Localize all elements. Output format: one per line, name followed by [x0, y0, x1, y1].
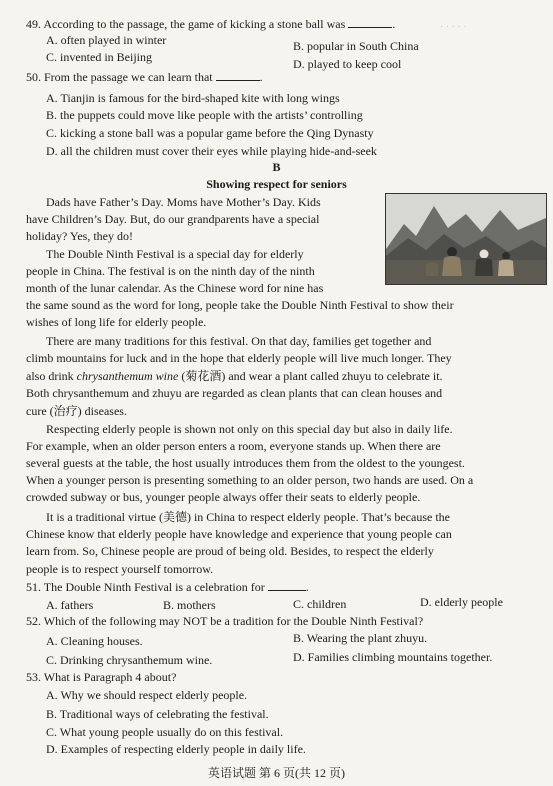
q53-option-b: B. Traditional ways of celebrating the festival. — [46, 707, 269, 721]
q49-stem: 49. According to the passage, the game of kicking a stone ball was . — [26, 17, 396, 31]
q51-stem: 51. The Double Ninth Festival is a celebration for . — [26, 580, 309, 594]
answer-blank — [216, 70, 260, 81]
passage-line: month of the lunar calendar. As the Chinese word for nine has — [26, 281, 324, 295]
q51-option-d: D. elderly people — [420, 595, 503, 609]
passage-line: also drink chrysanthemum wine (菊花酒) and wear a plant called zhuyu to celebrate it. — [26, 369, 443, 383]
q50-stem: 50. From the passage we can learn that . — [26, 70, 263, 84]
q50-option-b: B. the puppets could move like people with the artists’ controlling — [46, 108, 363, 122]
q53-option-a: A. Why we should respect elderly people. — [46, 688, 248, 702]
q50-option-c: C. kicking a stone ball was a popular game before the Qing Dynasty — [46, 126, 374, 140]
passage-line: It is a traditional virtue (美德) in China to respect elderly people. That’s because the — [46, 510, 450, 524]
passage-line: When a younger person is presenting something to an older person, two hands are used. On a — [26, 473, 474, 487]
page-footer: 英语试题 第 6 页(共 12 页) — [208, 766, 345, 780]
passage-line: There are many traditions for this festival. On that day, families get together and — [46, 334, 432, 348]
passage-line: The Double Ninth Festival is a special day for elderly — [46, 247, 304, 261]
q49-option-b: B. popular in South China — [293, 39, 419, 53]
passage-line: holiday? Yes, they do! — [26, 229, 133, 243]
passage-line: people is to respect yourself tomorrow. — [26, 562, 214, 576]
passage-line: For example, when an older person enters a room, everyone stands up. When there are — [26, 439, 441, 453]
passage-line: cure (治疗) diseases. — [26, 404, 127, 418]
q52-option-d: D. Families climbing mountains together. — [293, 650, 493, 664]
q53-option-d: D. Examples of respecting elderly people in daily life. — [46, 742, 306, 756]
section-letter: B — [272, 160, 281, 174]
bleed-through-text: · · · · · — [440, 22, 467, 33]
passage-line: people in China. The festival is on the ninth day of the ninth — [26, 264, 315, 278]
passage-line: wishes of long life for elderly people. — [26, 315, 207, 329]
passage-line: Chinese know that elderly people have knowledge and experience that young people can — [26, 527, 452, 541]
q49-option-a: A. often played in winter — [46, 33, 167, 47]
passage-line: Respecting elderly people is shown not only on this special day but also in daily life. — [46, 422, 453, 436]
passage-line: several guests at the table, the host usually introduces them from the oldest to the youngest. — [26, 456, 465, 470]
q51-option-a: A. fathers — [46, 598, 94, 612]
q52-stem: 52. Which of the following may NOT be a tradition for the Double Ninth Festival? — [26, 614, 424, 628]
answer-blank — [268, 580, 306, 591]
mountain-scene-image — [386, 194, 546, 284]
q53-stem: 53. What is Paragraph 4 about? — [26, 670, 177, 684]
italic-term: chrysanthemum wine — [76, 369, 179, 383]
q51-option-b: B. mothers — [163, 598, 216, 612]
q52-option-c: C. Drinking chrysanthemum wine. — [46, 653, 213, 667]
passage-line: climb mountains for luck and in the hope that elderly people will live much longer. They — [26, 351, 452, 365]
answer-blank — [348, 17, 392, 28]
q52-option-b: B. Wearing the plant zhuyu. — [293, 631, 428, 645]
q51-option-c: C. children — [293, 597, 347, 611]
passage-line: Dads have Father’s Day. Moms have Mother’s Day. Kids — [46, 195, 321, 209]
passage-line: learn from. So, Chinese people are proud of being old. Besides, to respect the elderly — [26, 544, 434, 558]
passage-line: have Children’s Day. But, do our grandparents have a special — [26, 212, 320, 226]
festival-photo — [385, 193, 547, 285]
q50-option-d: D. all the children must cover their eyes while playing hide-and-seek — [46, 144, 377, 158]
q49-option-d: D. played to keep cool — [293, 57, 402, 71]
q53-option-c: C. What young people usually do on this festival. — [46, 725, 284, 739]
passage-line: the same sound as the word for long, people take the Double Ninth Festival to show their — [26, 298, 454, 312]
passage-line: crowded subway or bus, younger people always offer their seats to elderly people. — [26, 490, 421, 504]
section-title: Showing respect for seniors — [206, 177, 347, 191]
q49-option-c: C. invented in Beijing — [46, 50, 152, 64]
q50-option-a: A. Tianjin is famous for the bird-shaped kite with long wings — [46, 91, 340, 105]
passage-line: Both chrysanthemum and zhuyu are regarded as clean plants that can clean houses and — [26, 386, 443, 400]
q52-option-a: A. Cleaning houses. — [46, 634, 143, 648]
